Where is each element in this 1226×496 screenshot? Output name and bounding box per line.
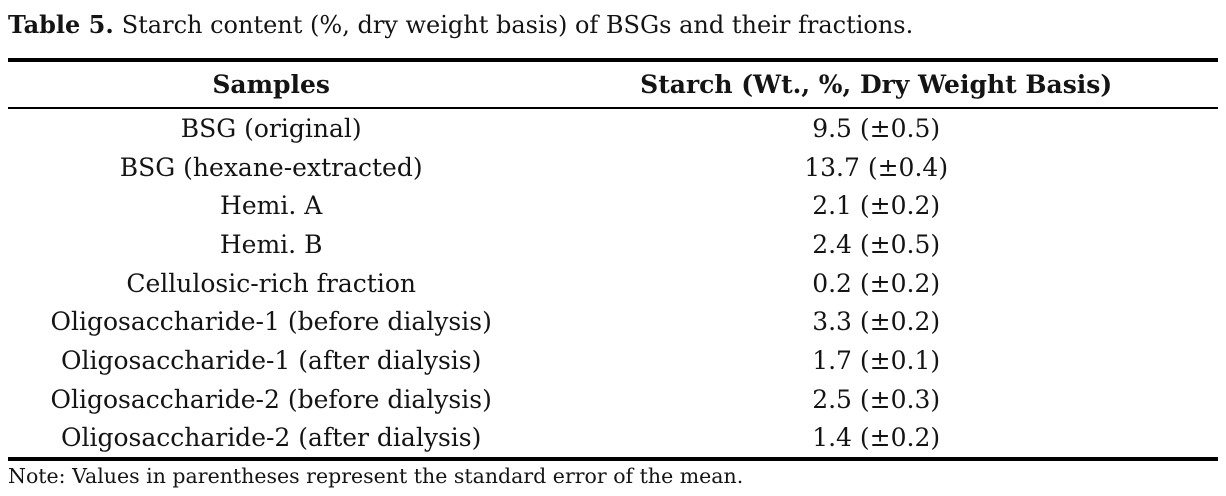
table-row (8, 302, 1218, 341)
table-row (8, 380, 1218, 419)
table-caption-label: Table 5. (8, 10, 114, 39)
starch-value-cell: 1.7 (±0.1) (812, 345, 941, 375)
sample-cell: Oligosaccharide-2 (before dialysis) (50, 384, 492, 414)
table-row (8, 225, 1218, 264)
starch-value-cell: 2.4 (±0.5) (812, 229, 941, 259)
sample-cell: Oligosaccharide-2 (after dialysis) (60, 423, 482, 453)
table-caption-text: Starch content (%, dry weight basis) of BSGs and their fractions. (121, 11, 914, 39)
starch-value-cell: 2.1 (±0.2) (812, 191, 941, 221)
table-row (8, 108, 1218, 148)
sample-cell: Hemi. B (219, 229, 323, 259)
table-row (8, 186, 1218, 225)
table-note: Note: Values in parentheses represent the standard error of the mean. (8, 464, 744, 489)
sample-cell: BSG (original) (180, 113, 362, 143)
starch-value-cell: 9.5 (±0.5) (812, 113, 941, 143)
starch-value-cell: 3.3 (±0.2) (812, 307, 941, 337)
table-row (8, 341, 1218, 380)
sample-cell: BSG (hexane-extracted) (119, 152, 423, 182)
table-body (8, 108, 1218, 459)
table-caption (8, 10, 1218, 40)
column-header-starch: Starch (Wt., %, Dry Weight Basis) (534, 60, 1218, 108)
sample-cell: Oligosaccharide-1 (after dialysis) (60, 345, 482, 375)
starch-value-cell: 2.5 (±0.3) (812, 384, 941, 414)
starch-content-table (8, 58, 1218, 461)
column-header-samples: Samples (8, 60, 534, 108)
table-header-row (8, 60, 1218, 108)
starch-value-cell: 13.7 (±0.4) (804, 152, 949, 182)
sample-cell: Cellulosic-rich fraction (126, 268, 416, 298)
table-row (8, 148, 1218, 187)
starch-value-cell: 0.2 (±0.2) (812, 268, 941, 298)
sample-cell: Hemi. A (220, 191, 323, 221)
starch-value-cell: 1.4 (±0.2) (812, 423, 941, 453)
sample-cell: Oligosaccharide-1 (before dialysis) (50, 307, 492, 337)
table-row (8, 264, 1218, 303)
table-row (8, 419, 1218, 460)
